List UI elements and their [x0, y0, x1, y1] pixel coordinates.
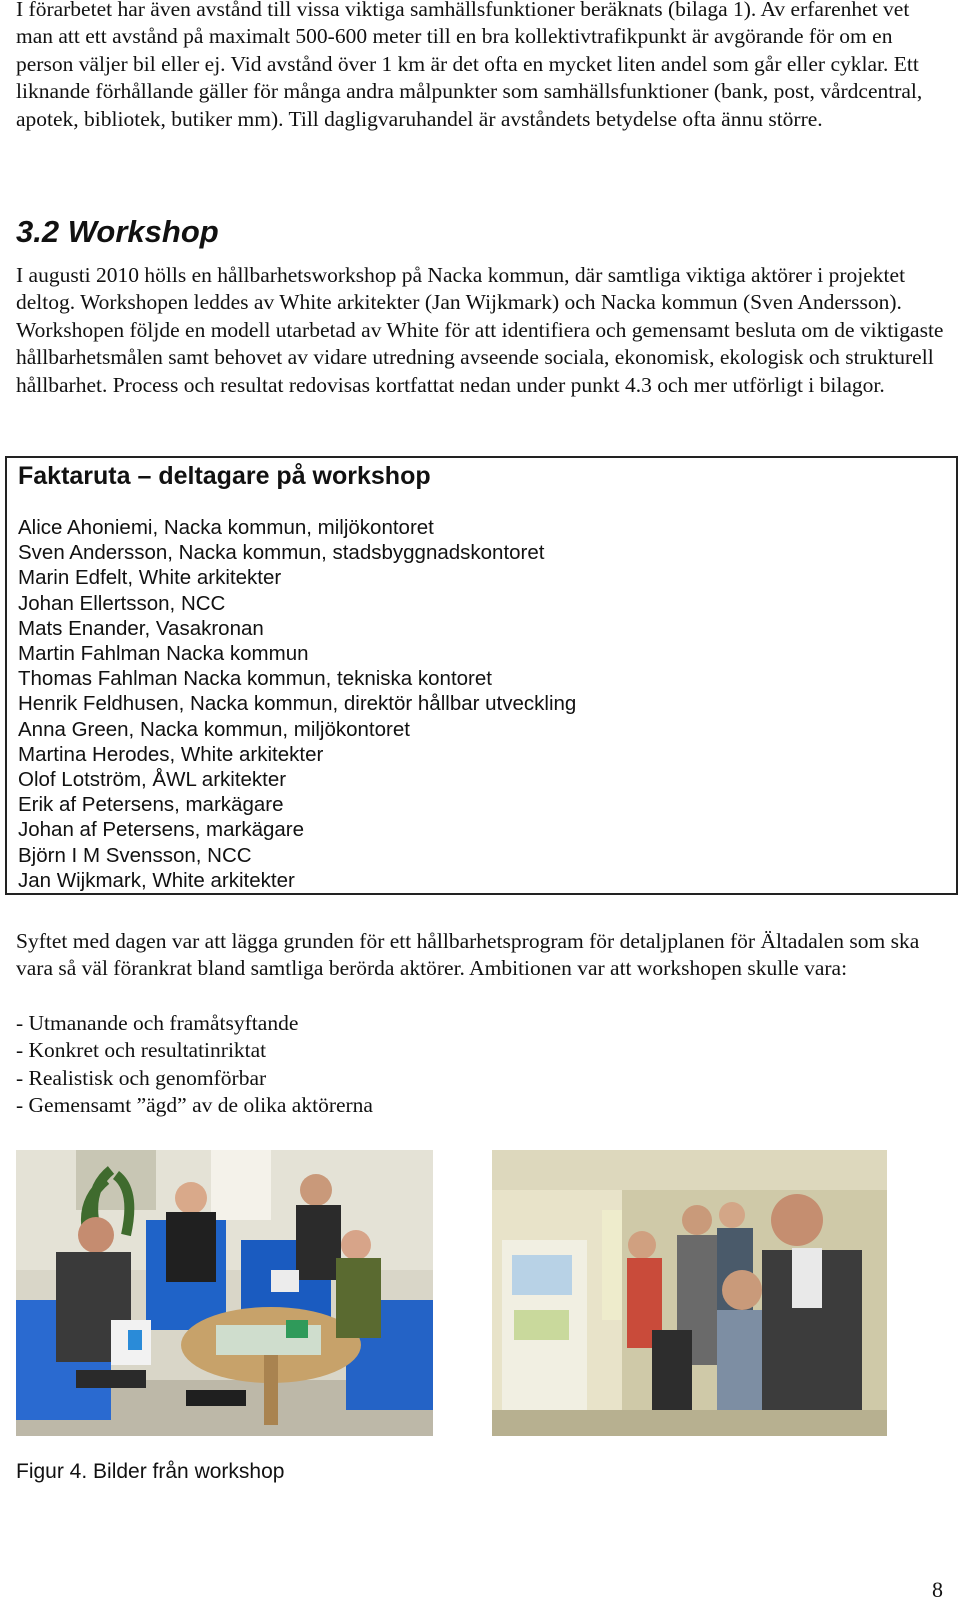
participant-item: Martina Herodes, White arkitekter [18, 742, 324, 766]
participant-item: Thomas Fahlman Nacka kommun, tekniska kontoret [18, 667, 492, 691]
figure-caption: Figur 4. Bilder från workshop [16, 1460, 285, 1483]
goals-list [16, 1010, 373, 1120]
goal-item: - Realistisk och genomförbar [16, 1065, 267, 1090]
participant-item: Björn I M Svensson, NCC [18, 843, 252, 867]
participant-item: Jan Wijkmark, White arkitekter [18, 868, 295, 892]
participant-item: Johan af Petersens, markägare [18, 818, 305, 842]
page-number: 8 [932, 1577, 943, 1602]
participant-item: Erik af Petersens, markägare [18, 793, 284, 817]
participant-list [18, 515, 576, 893]
workshop-photo-left [16, 1150, 433, 1436]
goal-item: - Gemensamt ”ägd” av de olika aktörerna [16, 1093, 373, 1118]
participant-item: Marin Edfelt, White arkitekter [18, 566, 282, 590]
factbox-title: Faktaruta – deltagare på workshop [18, 462, 431, 490]
participant-item: Mats Enander, Vasakronan [18, 616, 264, 640]
participant-item: Sven Andersson, Nacka kommun, stadsbyggnadskontoret [18, 541, 545, 565]
purpose-paragraph: Syftet med dagen var att lägga grunden för ett hållbarhetsprogram för detaljplanen för Ältadalen som ska vara så väl förankrat bland samtliga berörda aktörer. Ambitionen var att workshopen skulle vara: [16, 929, 920, 981]
participant-item: Olof Lotström, ÅWL arkitekter [18, 768, 287, 792]
goal-item: - Konkret och resultatinriktat [16, 1038, 267, 1063]
participant-item: Alice Ahoniemi, Nacka kommun, miljökontoret [18, 516, 434, 539]
factbox [5, 456, 958, 895]
intro-paragraph: I förarbetet har även avstånd till vissa viktiga samhällsfunktioner beräknats (bilaga 1). Av erfarenhet vet man att ett avstånd på maximalt 500-600 meter till en bra kollektivtrafikpunkt är avgörande för om en person väljer bil eller ej. Vid avstånd över 1 km är det ofta en mycket liten andel som går eller cyklar. Ett liknande förhållande gäller för många andra målpunkter som samhällsfunktioner (bank, post, vårdcentral, apotek, bibliotek, butiker mm). Till dagligvaruhandel är avståndets betydelse ofta ännu större. [16, 0, 923, 131]
workshop-photo-right [492, 1150, 887, 1436]
section-heading: 3.2 Workshop [16, 214, 219, 249]
participant-item: Johan Ellertsson, NCC [18, 591, 226, 615]
workshop-paragraph: I augusti 2010 hölls en hållbarhetsworkshop på Nacka kommun, där samtliga viktiga aktörer i projektet deltog. Workshopen leddes av White arkitekter (Jan Wijkmark) och Nacka kommun (Sven Andersson). Workshopen följde en modell utarbetad av White för att identifiera och gemensamt besluta om de viktigaste hållbarhetsmålen samt behovet av vidare utredning avseende sociala, ekonomisk, ekologisk och strukturell hållbarhet. Process och resultat redovisas kortfattat nedan under punkt 4.3 och mer utförligt i bilagor. [16, 263, 944, 397]
goal-item: - Utmanande och framåtsyftande [16, 1011, 299, 1035]
participant-item: Anna Green, Nacka kommun, miljökontoret [18, 717, 410, 741]
participant-item: Martin Fahlman Nacka kommun [18, 642, 309, 666]
participant-item: Henrik Feldhusen, Nacka kommun, direktör hållbar utveckling [18, 692, 577, 716]
